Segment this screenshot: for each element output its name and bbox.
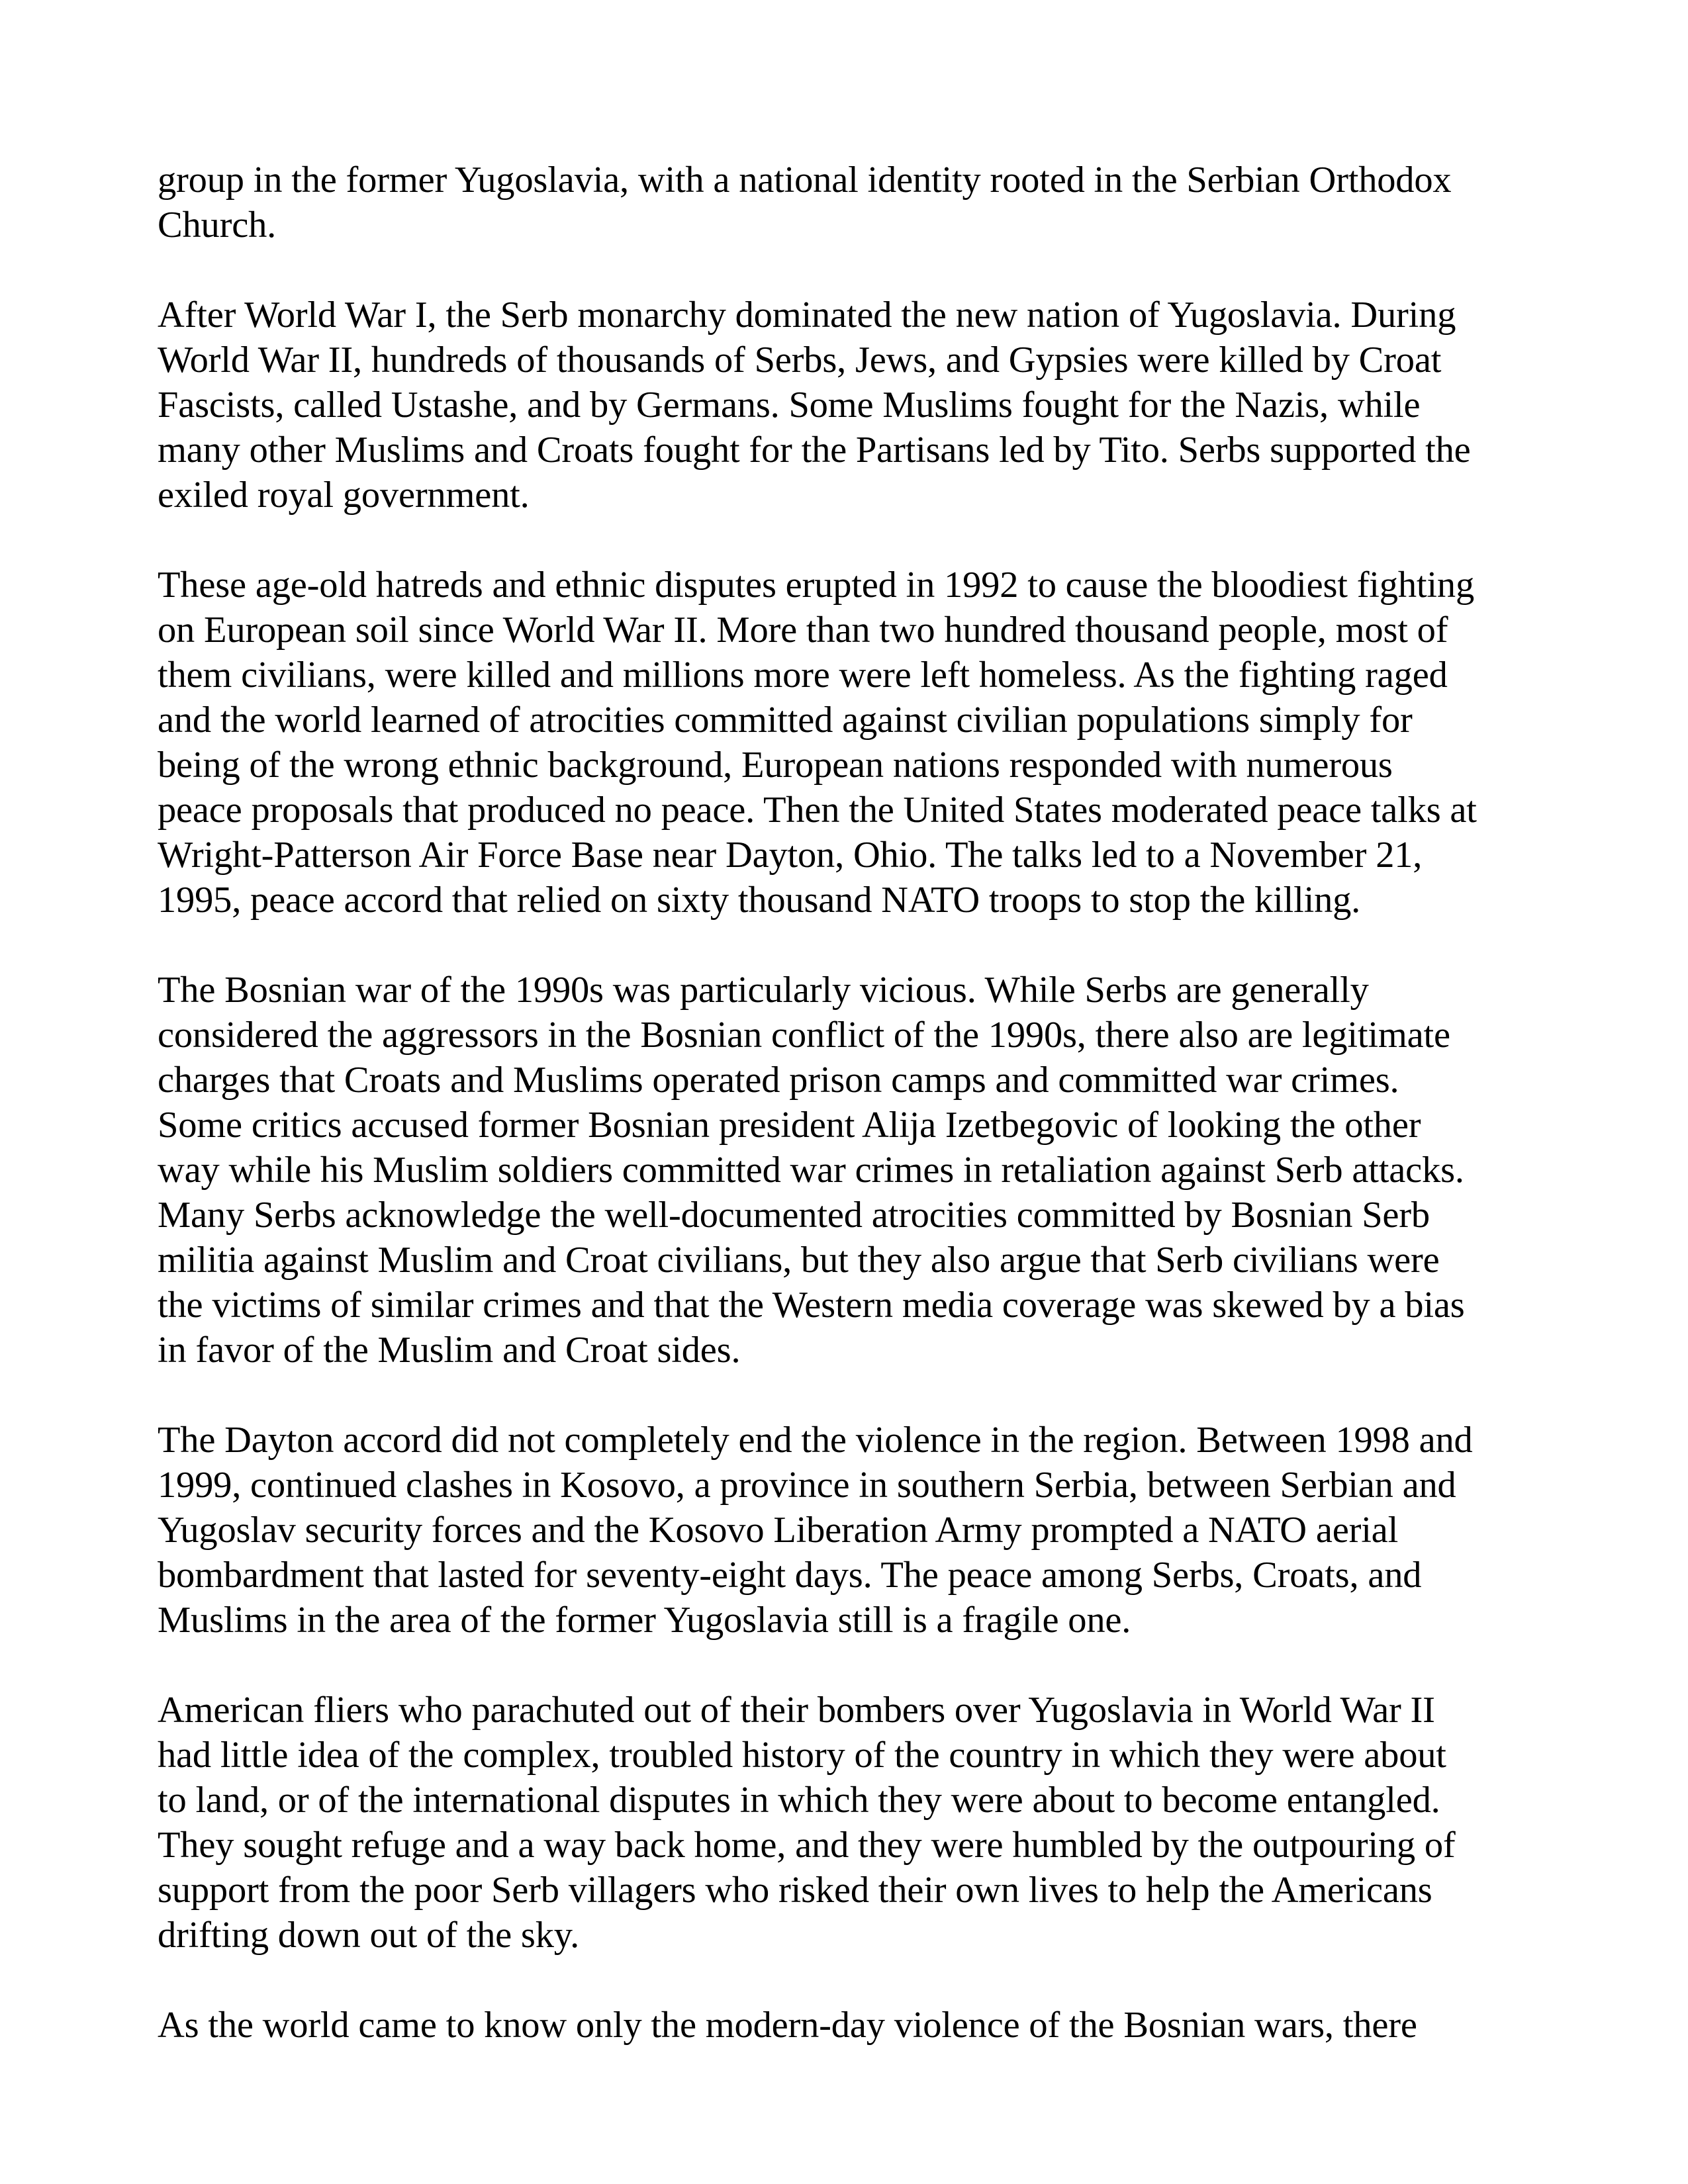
text-line: on European soil since World War II. More than two hundred thousand people, most of xyxy=(158,610,1448,651)
text-line: Yugoslav security forces and the Kosovo Liberation Army prompted a NATO aerial xyxy=(158,1510,1399,1551)
paragraph-1 xyxy=(158,158,1541,248)
text-line: 1999, continued clashes in Kosovo, a province in southern Serbia, between Serbian and xyxy=(158,1465,1456,1506)
body-text xyxy=(158,158,1541,2093)
text-line: World War II, hundreds of thousands of Serbs, Jews, and Gypsies were killed by Croat xyxy=(158,340,1442,381)
text-line: drifting down out of the sky. xyxy=(158,1915,580,1956)
text-line: The Bosnian war of the 1990s was particularly vicious. While Serbs are generally xyxy=(158,970,1369,1011)
text-line: peace proposals that produced no peace. Then the United States moderated peace talks at xyxy=(158,790,1477,831)
text-line: to land, or of the international disputes in which they were about to become entangled. xyxy=(158,1780,1440,1821)
text-line: The Dayton accord did not completely end the violence in the region. Between 1998 and xyxy=(158,1420,1473,1461)
text-line: militia against Muslim and Croat civilians, but they also argue that Serb civilians were xyxy=(158,1240,1440,1281)
paragraph-5 xyxy=(158,1418,1541,1643)
text-line: had little idea of the complex, troubled history of the country in which they were about xyxy=(158,1735,1446,1776)
text-line: support from the poor Serb villagers who risked their own lives to help the Americans xyxy=(158,1870,1432,1911)
text-line: They sought refuge and a way back home, and they were humbled by the outpouring of xyxy=(158,1825,1456,1866)
text-line: in favor of the Muslim and Croat sides. xyxy=(158,1330,741,1371)
text-line: way while his Muslim soldiers committed war crimes in retaliation against Serb attacks. xyxy=(158,1150,1464,1191)
text-line: After World War I, the Serb monarchy dominated the new nation of Yugoslavia. During xyxy=(158,295,1456,336)
text-line: Wright-Patterson Air Force Base near Dayton, Ohio. The talks led to a November 21, xyxy=(158,835,1423,876)
paragraph-4 xyxy=(158,968,1541,1373)
text-line: them civilians, were killed and millions more were left homeless. As the fighting raged xyxy=(158,655,1448,696)
text-line: Church. xyxy=(158,205,277,246)
paragraph-2 xyxy=(158,293,1541,518)
text-line: Muslims in the area of the former Yugoslavia still is a fragile one. xyxy=(158,1600,1131,1641)
text-line: Some critics accused former Bosnian president Alija Izetbegovic of looking the other xyxy=(158,1105,1421,1146)
text-line: and the world learned of atrocities committed against civilian populations simply for xyxy=(158,700,1413,741)
text-line: charges that Croats and Muslims operated prison camps and committed war crimes. xyxy=(158,1060,1399,1101)
text-line: the victims of similar crimes and that the Western media coverage was skewed by a bias xyxy=(158,1285,1465,1326)
text-line: group in the former Yugoslavia, with a national identity rooted in the Serbian Orthodox xyxy=(158,159,1452,201)
text-line: Fascists, called Ustashe, and by Germans. Some Muslims fought for the Nazis, while xyxy=(158,385,1421,426)
text-line: many other Muslims and Croats fought for the Partisans led by Tito. Serbs supported the xyxy=(158,430,1471,471)
text-line: These age-old hatreds and ethnic disputes erupted in 1992 to cause the bloodiest fighting xyxy=(158,565,1474,606)
text-line: American fliers who parachuted out of their bombers over Yugoslavia in World War II xyxy=(158,1690,1435,1731)
paragraph-3 xyxy=(158,563,1541,923)
text-line: As the world came to know only the modern-day violence of the Bosnian wars, there xyxy=(158,2005,1417,2046)
text-line: bombardment that lasted for seventy-eight days. The peace among Serbs, Croats, and xyxy=(158,1555,1422,1596)
paragraph-7 xyxy=(158,2003,1541,2048)
text-line: Many Serbs acknowledge the well-documented atrocities committed by Bosnian Serb xyxy=(158,1195,1430,1236)
paragraph-6 xyxy=(158,1688,1541,1958)
text-line: being of the wrong ethnic background, European nations responded with numerous xyxy=(158,745,1393,786)
text-line: considered the aggressors in the Bosnian conflict of the 1990s, there also are legitimate xyxy=(158,1015,1450,1056)
text-line: exiled royal government. xyxy=(158,475,530,516)
text-line: 1995, peace accord that relied on sixty thousand NATO troops to stop the killing. xyxy=(158,880,1361,921)
